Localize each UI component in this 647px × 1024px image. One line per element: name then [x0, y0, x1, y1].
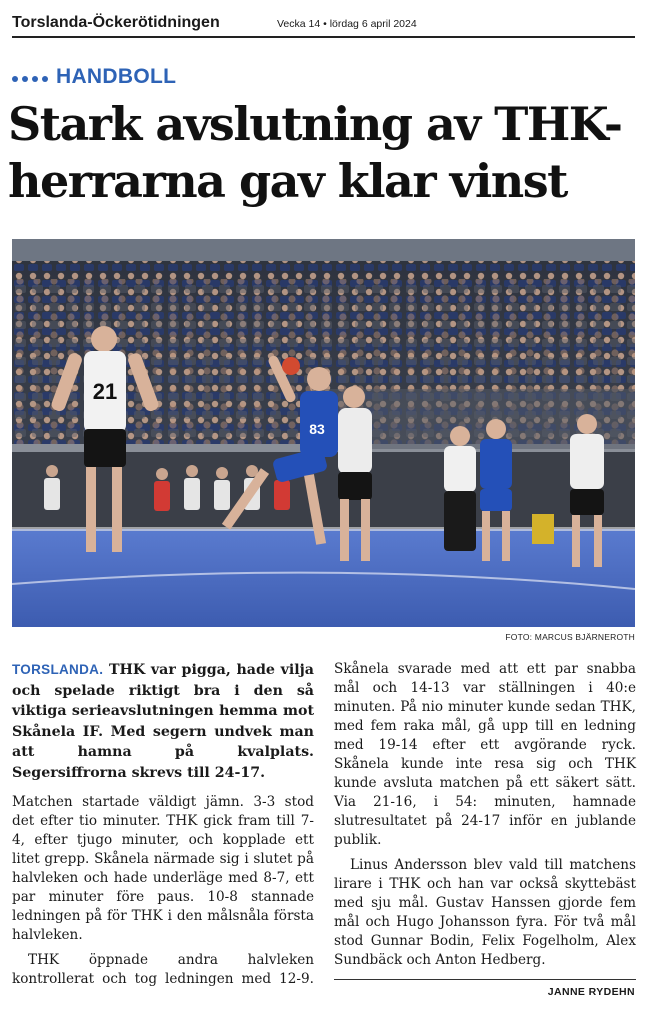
issue-date: Vecka 14 • lördag 6 april 2024 [277, 18, 417, 30]
section-label: HANDBOLL [56, 65, 177, 88]
section-kicker [12, 64, 176, 90]
jersey-number-83: 83 [309, 421, 325, 437]
ingress-text: THK var pigga, hade vilja och spelade riktigt bra i den så viktiga serieavslutningen hemma mot Skånela IF. Med segern undvek man att hamna på kvalplats. Segersiffrorna skrevs till 24-17. [12, 662, 314, 781]
byline: JANNE RYDEHN [547, 986, 635, 998]
headline: Stark avslutning av THK-herrarna gav klar vinst [8, 97, 622, 208]
ingress [12, 660, 314, 784]
dateline: TORSLANDA. [12, 662, 104, 677]
article-photo [12, 239, 635, 627]
jersey-number-21: 21 [92, 379, 118, 404]
photo-credit: FOTO: MARCUS BJÄRNEROTH [505, 632, 635, 642]
body-paragraph-3: Linus Andersson blev vald till matchens lirare i THK och han var också skyttebäst med sju mål. Gustav Hanssen gjorde fem mål och Hugo Johansson fyra. För två mål stod Gunnar Bodin, Felix Fogelholm, Alex Sundbäck och Anton Hedberg. [334, 857, 636, 968]
article-column-right [334, 660, 636, 970]
body-paragraph-2-continued: Skånela svarade med att ett par snabba mål och 14-13 var ställningen i 40:e minuten. På nio minuter kunde sedan THK, med fem raka mål, gå upp till en ledning med 19-14 efter ett avgörande ryck. Skånela kunde inte resa sig och THK kunde avsluta matchen på ett säkert sätt. Via 21-16, i 54: minuten, hamnade slutresultatet på 24-17 inför en jublande publik. [334, 661, 636, 848]
article-column-left [12, 660, 314, 989]
body-paragraph-2: THK öppnade andra halvleken kontrollerat och tog ledningen med 12-9. [12, 951, 314, 987]
masthead [12, 10, 635, 38]
byline-divider [334, 979, 636, 980]
body-paragraph-1: Matchen startade väldigt jämn. 3-3 stod det efter tio minuter. THK gick fram till 7-4, efter tjugo minuter, och kopplade ett litet grepp. Skånela närmade sig i slutet på halvleken och hade underläge med 8-7, ett par minuter före paus. 10-8 stannade ledningen på för THK i den målsnåla första halvleken. [12, 793, 314, 943]
kicker-dots-icon [12, 76, 48, 82]
paper-name: Torslanda-Öckerötidningen [12, 14, 220, 31]
